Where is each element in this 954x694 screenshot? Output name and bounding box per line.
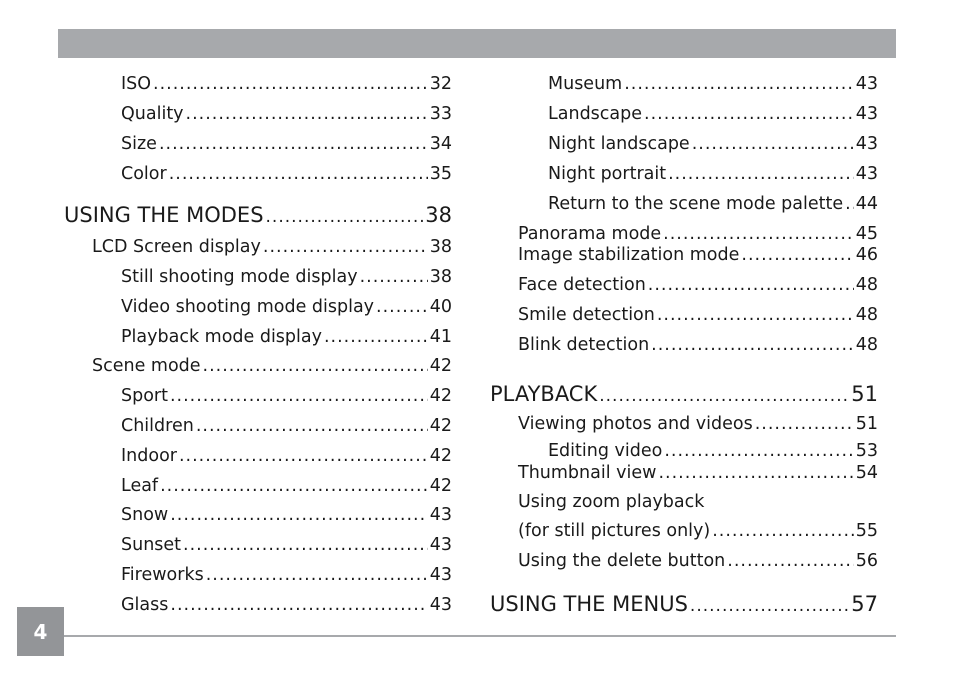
toc-entry-label: Smile detection (518, 305, 655, 325)
dot-leader (206, 562, 428, 588)
toc-entry-label: Sport (121, 386, 168, 406)
toc-entry-page: 43 (855, 104, 878, 124)
dot-leader (624, 71, 854, 97)
toc-entry-page: 51 (851, 382, 878, 406)
toc-entry[interactable] (92, 234, 452, 260)
toc-entry-page: 38 (425, 203, 452, 227)
toc-entry[interactable] (518, 548, 878, 574)
toc-entry[interactable] (121, 383, 452, 409)
dot-leader (186, 101, 428, 127)
toc-entry-page: 53 (855, 441, 878, 461)
toc-entry-page: 55 (855, 521, 878, 541)
toc-entry-label: Blink detection (518, 335, 650, 355)
toc-entry[interactable] (518, 518, 878, 544)
dot-leader (196, 413, 428, 439)
toc-entry-label: Night portrait (548, 164, 667, 184)
toc-entry[interactable] (548, 101, 878, 127)
toc-entry-label: Video shooting mode display (121, 297, 375, 317)
dot-leader (360, 264, 428, 290)
dot-leader (658, 460, 853, 486)
toc-entry[interactable] (548, 71, 878, 97)
toc-entry-label: Size (121, 134, 157, 154)
toc-entry[interactable] (121, 413, 452, 439)
toc-entry-label: Image stabilization mode (518, 245, 740, 265)
dot-leader (692, 131, 854, 157)
toc-entry[interactable] (121, 592, 452, 618)
page-number: 4 (17, 607, 64, 656)
dot-leader (644, 101, 854, 127)
toc-entry-page: 54 (855, 463, 878, 483)
toc-entry-page: 43 (429, 595, 452, 615)
toc-entry-label: Scene mode (92, 356, 201, 376)
toc-entry-label: LCD Screen display (92, 237, 261, 257)
toc-entry[interactable] (121, 443, 452, 469)
toc-entry-label: Quality (121, 104, 184, 124)
toc-entry[interactable] (121, 324, 452, 350)
dot-leader (169, 161, 428, 187)
dot-leader (712, 518, 853, 544)
toc-entry[interactable] (548, 131, 878, 157)
toc-entry-label: Children (121, 416, 194, 436)
toc-entry-page: 33 (429, 104, 452, 124)
toc-entry[interactable] (121, 101, 452, 127)
dot-leader (657, 302, 854, 328)
toc-entry-label: Leaf (121, 476, 159, 496)
toc-entry-label: ISO (121, 74, 152, 94)
toc-entry-label: Glass (121, 595, 169, 615)
toc-entry-label: Fireworks (121, 565, 204, 585)
dot-leader (651, 332, 854, 358)
toc-entry[interactable] (121, 131, 452, 157)
toc-entry[interactable] (121, 294, 452, 320)
footer-rule (64, 635, 896, 637)
toc-entry-page: 46 (855, 245, 878, 265)
toc-entry[interactable] (121, 502, 452, 528)
toc-entry[interactable] (548, 191, 878, 217)
toc-entry-page: 42 (429, 416, 452, 436)
toc-entry[interactable] (518, 411, 878, 437)
toc-entry-page: 35 (429, 164, 452, 184)
toc-entry[interactable] (518, 302, 878, 328)
toc-entry-page: 40 (429, 297, 452, 317)
toc-entry-label: Editing video (548, 441, 663, 461)
toc-entry-label: Museum (548, 74, 623, 94)
toc-entry-label: Color (121, 164, 167, 184)
dot-leader (324, 324, 428, 350)
toc-entry[interactable] (121, 264, 452, 290)
toc-entry[interactable] (121, 532, 452, 558)
toc-entry[interactable] (490, 591, 878, 617)
toc-entry[interactable] (121, 71, 452, 97)
toc-entry-page: 48 (855, 305, 878, 325)
toc-entry[interactable] (490, 381, 878, 407)
dot-leader (741, 242, 853, 268)
toc-entry-page: 41 (429, 327, 452, 347)
toc-entry[interactable] (121, 161, 452, 187)
toc-entry-label: Playback mode display (121, 327, 322, 347)
toc-entry-label: Thumbnail view (518, 463, 657, 483)
dot-leader (376, 294, 428, 320)
toc-entry-label: USING THE MODES (64, 203, 264, 227)
toc-entry[interactable] (518, 489, 878, 515)
toc-entry-page: 57 (851, 592, 878, 616)
toc-entry-label: Viewing photos and videos (518, 414, 753, 434)
dot-leader (160, 473, 428, 499)
toc-entry-page: 48 (855, 275, 878, 295)
toc-entry-page: 34 (429, 134, 452, 154)
dot-leader (159, 131, 428, 157)
toc-entry-label: Return to the scene mode palette (548, 194, 844, 214)
toc-entry-page: 56 (855, 551, 878, 571)
toc-entry-label: Panorama mode (518, 224, 662, 244)
dot-leader (599, 383, 849, 409)
toc-entry-page: 48 (855, 335, 878, 355)
toc-entry-label: (for still pictures only) (518, 521, 711, 541)
toc-entry-page: 43 (429, 505, 452, 525)
toc-entry-label: USING THE MENUS (490, 592, 688, 616)
toc-entry-page: 42 (429, 356, 452, 376)
toc-entry[interactable] (121, 473, 452, 499)
toc-entry-page: 43 (429, 535, 452, 555)
dot-leader (727, 548, 853, 574)
toc-entry[interactable] (92, 353, 452, 379)
toc-entry[interactable] (518, 242, 878, 268)
toc-entry-page: 43 (429, 565, 452, 585)
toc-entry[interactable] (548, 161, 878, 187)
toc-entry-label: Sunset (121, 535, 182, 555)
toc-entry-page: 42 (429, 476, 452, 496)
header-bar (58, 29, 896, 58)
dot-leader (183, 532, 428, 558)
dot-leader (179, 443, 428, 469)
toc-entry-label: Landscape (548, 104, 643, 124)
toc-entry-page: 43 (855, 164, 878, 184)
toc-entry[interactable] (121, 562, 452, 588)
dot-leader (263, 234, 428, 260)
dot-leader (203, 353, 428, 379)
dot-leader (648, 272, 854, 298)
dot-leader (170, 383, 428, 409)
toc-entry-page: 45 (855, 224, 878, 244)
toc-entry-label: Using zoom playback (518, 492, 705, 512)
toc-entry[interactable] (518, 460, 878, 486)
toc-entry-page: 43 (855, 74, 878, 94)
toc-entry-page: 42 (429, 386, 452, 406)
toc-entry[interactable] (518, 332, 878, 358)
dot-leader (170, 592, 427, 618)
toc-entry-page: 38 (429, 267, 452, 287)
toc-entry-page: 51 (855, 414, 878, 434)
toc-entry-page: 32 (429, 74, 452, 94)
toc-entry-page: 44 (855, 194, 878, 214)
dot-leader (170, 502, 427, 528)
dot-leader (845, 191, 854, 217)
toc-entry-label: Face detection (518, 275, 646, 295)
toc-entry-label: Still shooting mode display (121, 267, 358, 287)
toc-entry-label: Using the delete button (518, 551, 726, 571)
toc-entry-page: 42 (429, 446, 452, 466)
dot-leader (266, 204, 424, 230)
dot-leader (690, 593, 849, 619)
toc-entry[interactable] (518, 272, 878, 298)
dot-leader (755, 411, 854, 437)
toc-entry-label: Night landscape (548, 134, 690, 154)
dot-leader (668, 161, 854, 187)
toc-entry-label: Snow (121, 505, 169, 525)
toc-entry-label: PLAYBACK (490, 382, 598, 406)
toc-entry-page: 38 (429, 237, 452, 257)
dot-leader (153, 71, 428, 97)
toc-entry[interactable] (64, 202, 452, 228)
toc-entry-page: 43 (855, 134, 878, 154)
toc-entry-label: Indoor (121, 446, 177, 466)
